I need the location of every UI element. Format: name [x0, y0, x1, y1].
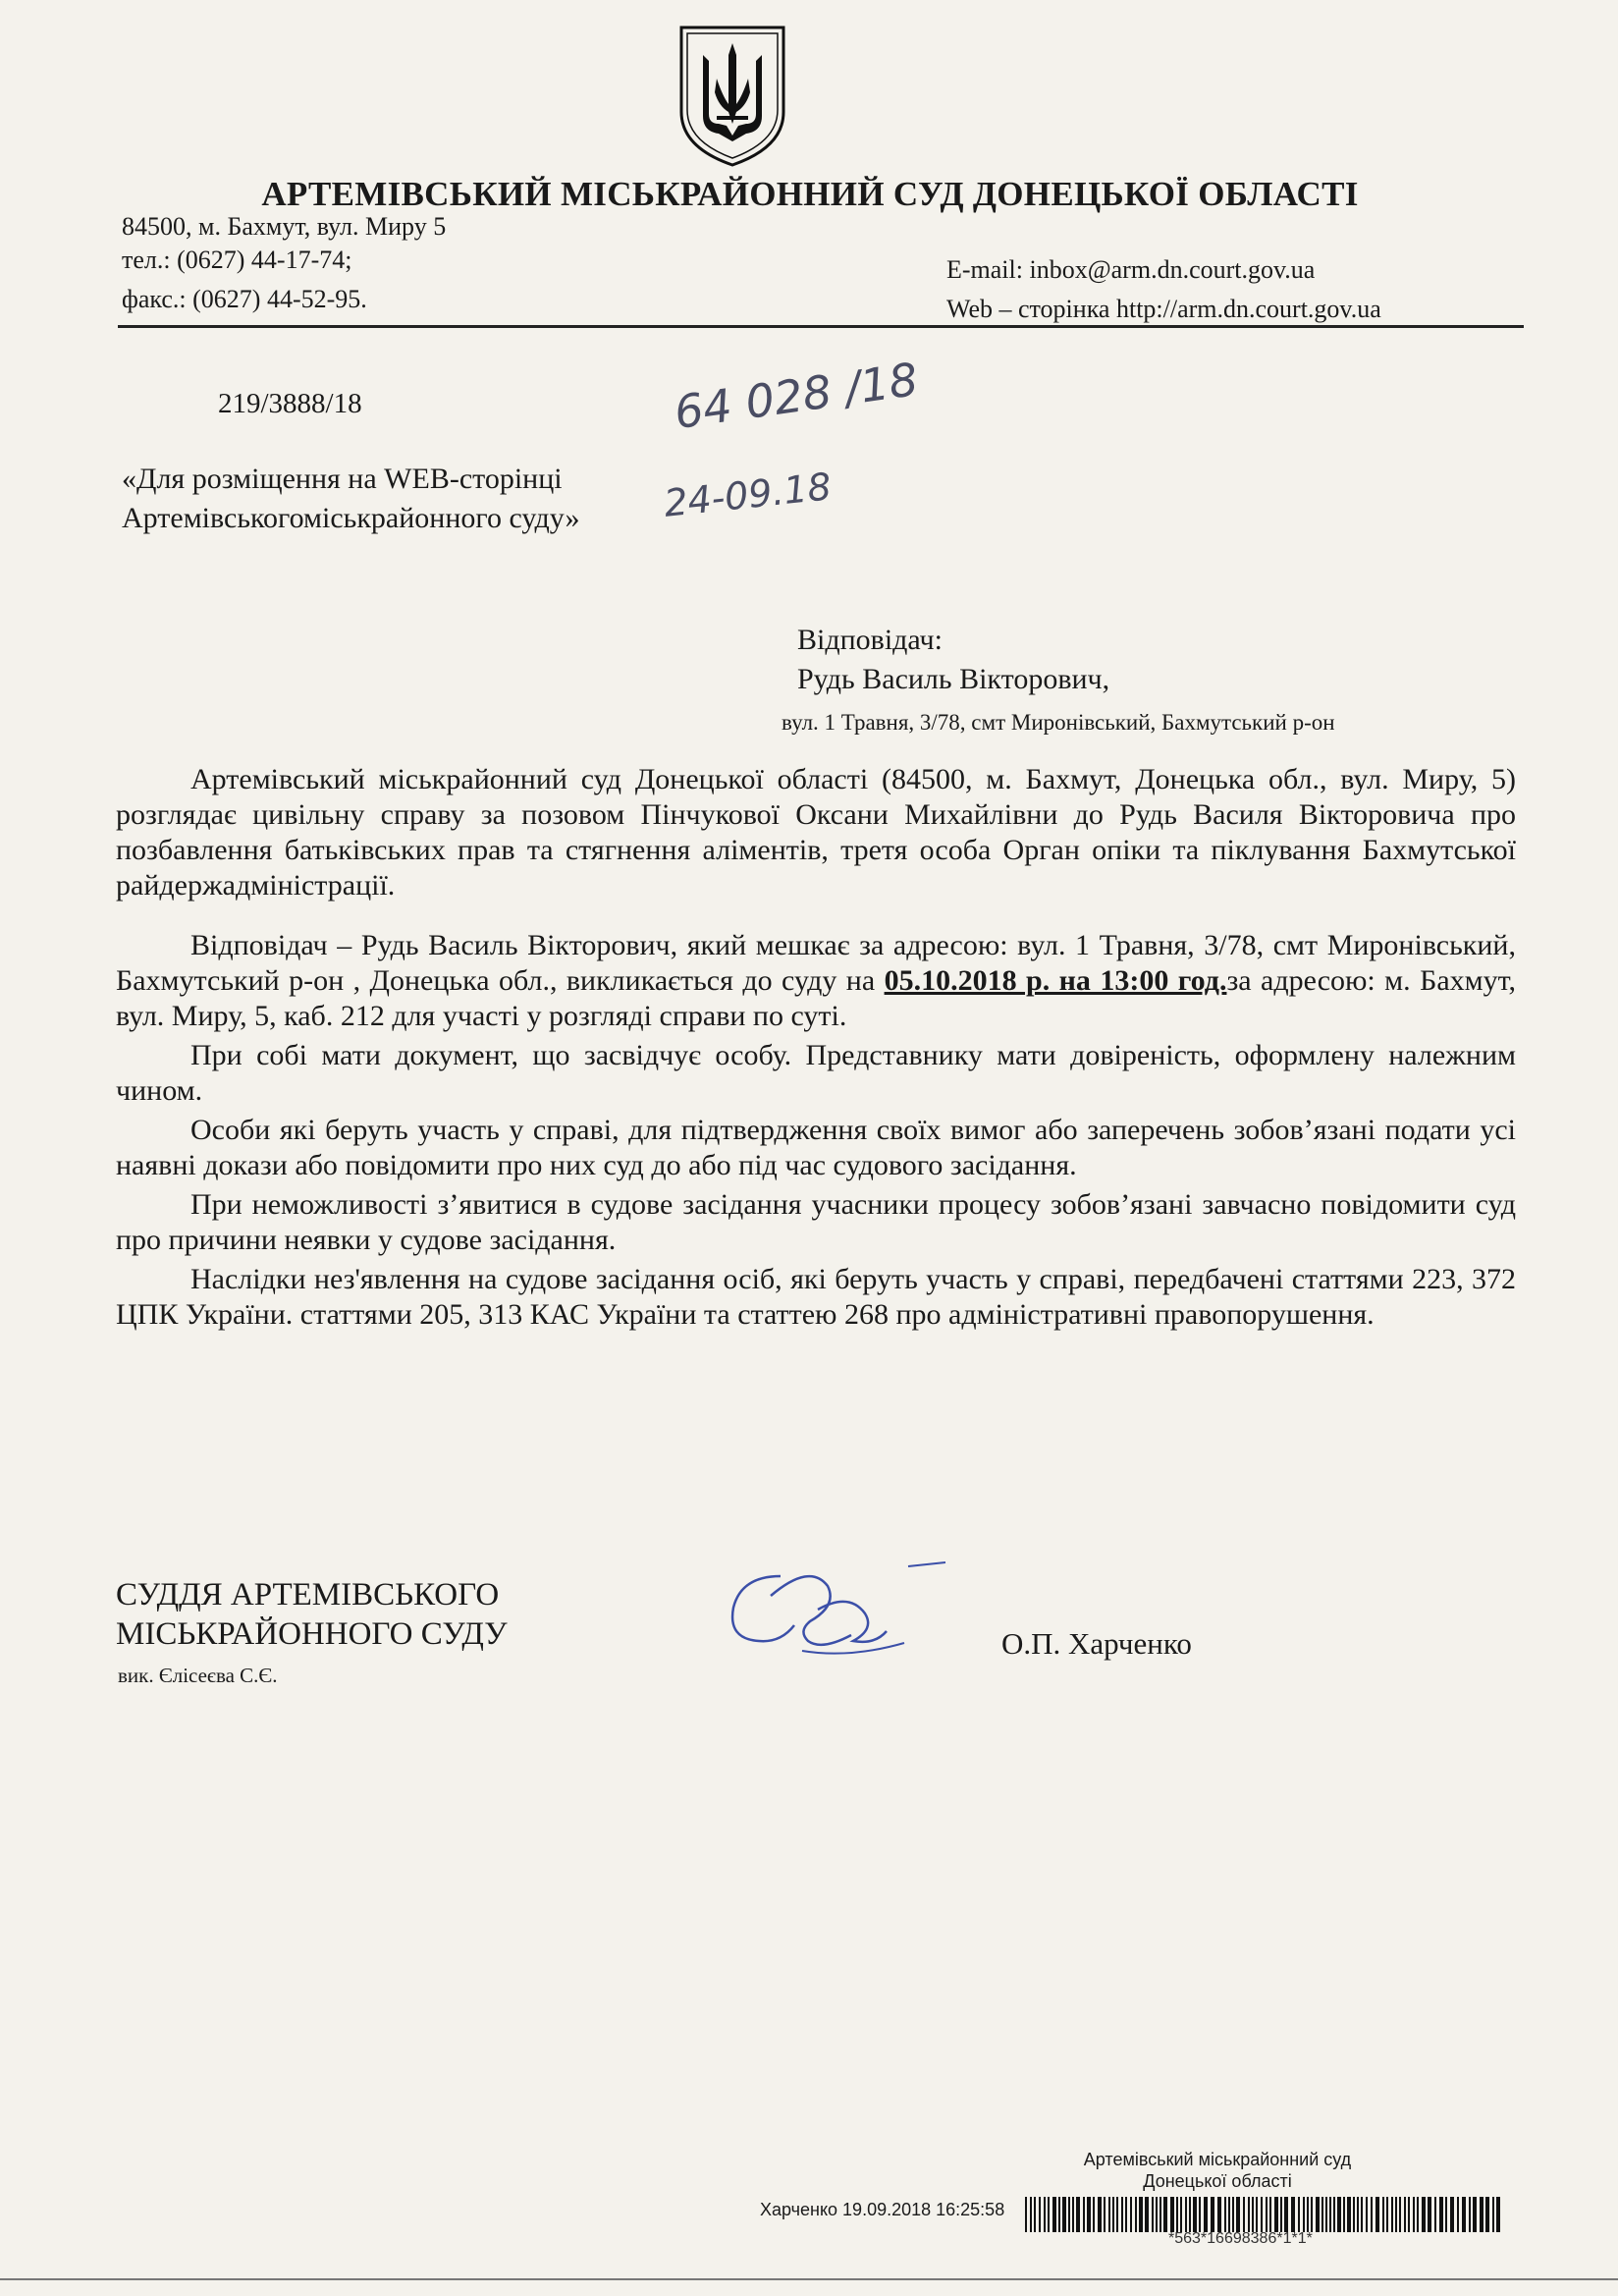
barcode-bar [1193, 2197, 1197, 2232]
barcode-bar [1496, 2197, 1500, 2232]
barcode-bar [1261, 2197, 1263, 2232]
barcode-bar [1434, 2197, 1436, 2232]
barcode-bar [1135, 2197, 1137, 2232]
addressee-name: Рудь Василь Вікторович, [797, 663, 1110, 695]
barcode-bar [1052, 2197, 1056, 2232]
barcode-bar [1291, 2197, 1295, 2232]
barcode-bar [1457, 2197, 1459, 2232]
barcode-bar [1130, 2197, 1132, 2232]
judge-title [116, 1575, 508, 1654]
barcode-bar [1248, 2197, 1250, 2232]
barcode-bar [1152, 2197, 1154, 2232]
web-note-line: «Для розміщення на WEB-сторінці [122, 463, 563, 495]
barcode-bar [1274, 2197, 1278, 2232]
barcode-bar [1307, 2197, 1309, 2232]
barcode-bar [1445, 2197, 1447, 2232]
coat-of-arms-emblem [674, 22, 791, 169]
body-paragraph: Артемівський міськрайонний суд Донецької області (84500, м. Бахмут, Донецька обл., вул. Миру, 5) розглядає цивільну справу за позовом Пінчукової Оксани Михайлівни до Рудь Василя Вікторовича про позбавлення батьківських прав та стягнення аліментів, третя особа Орган опіки та піклування Бахмутської райдержадміністрації. [116, 763, 1516, 902]
hearing-date-time: 05.10.2018 р. на 13:00 год. [884, 964, 1227, 997]
barcode-bar [1104, 2197, 1106, 2232]
barcode-bar [1343, 2197, 1345, 2232]
summons-body [116, 762, 1516, 1333]
barcode-bar [1145, 2197, 1149, 2232]
court-fax: факс.: (0627) 44-52-95. [122, 285, 367, 313]
barcode-bar [1228, 2197, 1230, 2232]
barcode-bar [1439, 2197, 1443, 2232]
barcode-bar [1361, 2197, 1363, 2232]
barcode-bar [1098, 2197, 1102, 2232]
barcode-bar [1062, 2197, 1066, 2232]
barcode-bar [1121, 2197, 1123, 2232]
barcode-bar [1087, 2197, 1091, 2232]
header-divider [118, 325, 1524, 328]
registration-number: 219/3888/18 [218, 388, 362, 419]
body-paragraph: Особи які беруть участь у справі, для підтвердження своїх вимог або заперечень зобов’язані подати усі наявні докази або повідомити про них суд до або під час судового засідання. [116, 1114, 1516, 1181]
court-address: 84500, м. Бахмут, вул. Миру 5 [122, 212, 447, 241]
barcode-bar [1156, 2197, 1158, 2232]
court-name-heading: АРТЕМІВСЬКИЙ МІСЬКРАЙОННИЙ СУД ДОНЕЦЬКОЇ ОБЛАСТІ [261, 175, 1359, 213]
barcode-bar [1473, 2197, 1477, 2232]
barcode-bar [1034, 2197, 1036, 2232]
barcode-bar [1116, 2197, 1118, 2232]
barcode-bar [1125, 2197, 1127, 2232]
barcode-bar [1284, 2197, 1288, 2232]
barcode-bar [1044, 2197, 1046, 2232]
court-email: E-mail: inbox@arm.dn.court.gov.ua [946, 255, 1316, 284]
barcode-bar [1048, 2197, 1050, 2232]
barcode-bar [1217, 2197, 1221, 2232]
barcode-bar [1163, 2197, 1167, 2232]
barcode-bar [1236, 2197, 1240, 2232]
judge-title-line: МІСЬКРАЙОННОГО СУДУ [116, 1616, 508, 1652]
barcode-bar [1386, 2197, 1388, 2232]
barcode-bar [1160, 2197, 1161, 2232]
barcode-bar [1025, 2197, 1027, 2232]
footer-stamp-label [1080, 2149, 1355, 2192]
barcode-bar [1408, 2197, 1410, 2232]
barcode-bar [1492, 2197, 1494, 2232]
barcode-bar [1428, 2197, 1431, 2232]
barcode-bar [1371, 2197, 1373, 2232]
barcode-bar [1224, 2197, 1226, 2232]
barcode-bar [1325, 2197, 1327, 2232]
barcode-bar [1180, 2197, 1182, 2232]
barcode-bar [1399, 2197, 1401, 2232]
barcode-bar [1382, 2197, 1384, 2232]
registration-barcode [1025, 2197, 1506, 2232]
barcode-bar [1112, 2197, 1114, 2232]
barcode-bar [1395, 2197, 1397, 2232]
barcode-bar [1076, 2197, 1080, 2232]
barcode-bar [1176, 2197, 1178, 2232]
web-note-line: Артемівськогоміськрайонного суду» [122, 502, 580, 534]
barcode-bar [1108, 2197, 1110, 2232]
court-phone: тел.: (0627) 44-17-74; [122, 246, 352, 274]
barcode-bar [1333, 2197, 1335, 2232]
barcode-number: *563*16698386*1*1* [1168, 2230, 1313, 2247]
barcode-caption: Харченко 19.09.2018 16:25:58 [760, 2200, 1005, 2219]
barcode-bar [1083, 2197, 1085, 2232]
court-website: Web – сторінка http://arm.dn.court.gov.ua [946, 295, 1381, 323]
barcode-bar [1404, 2197, 1406, 2232]
judge-name: О.П. Харченко [1001, 1626, 1192, 1661]
body-paragraph-hearing [116, 928, 1516, 1034]
barcode-bar [1450, 2197, 1454, 2232]
barcode-bar [1353, 2197, 1355, 2232]
barcode-bar [1211, 2197, 1214, 2232]
barcode-bar [1266, 2197, 1267, 2232]
barcode-bar [1280, 2197, 1282, 2232]
body-paragraph: При неможливості з’явитися в судове засідання учасники процесу зобов’язані завчасно повідомити суд про причини неявки у судове засідання. [116, 1188, 1516, 1256]
barcode-bar [1311, 2197, 1313, 2232]
page-bottom-edge [0, 2278, 1618, 2280]
hearing-text-before: Відповідач – Рудь Василь Вікторович, який мешкає за адресою: вул. 1 Травня, 3/78, смт Миронівський, Бахмутський р-он , Донецька обл., викликається до суду на [116, 929, 1516, 997]
barcode-bar [1252, 2197, 1254, 2232]
barcode-bar [1303, 2197, 1305, 2232]
barcode-bar [1480, 2197, 1483, 2232]
addressee-label: Відповідач: [797, 624, 943, 656]
web-publication-note [122, 460, 580, 538]
barcode-bar [1422, 2197, 1426, 2232]
barcode-bar [1199, 2197, 1201, 2232]
barcode-bar [1269, 2197, 1271, 2232]
judge-title-line: СУДДЯ АРТЕМІВСЬКОГО [116, 1577, 500, 1613]
barcode-bar [1357, 2197, 1359, 2232]
barcode-bar [1413, 2197, 1415, 2232]
barcode-bar [1256, 2197, 1258, 2232]
body-paragraph: При собі мати документ, що засвідчує особу. Представнику мати довіреність, оформлену належним чином. [116, 1039, 1516, 1107]
barcode-bar [1139, 2197, 1143, 2232]
executor-note: вик. Єлісеєва С.Є. [118, 1664, 278, 1687]
handwritten-signature [712, 1557, 947, 1665]
barcode-bar [1232, 2197, 1234, 2232]
barcode-bar [1093, 2197, 1095, 2232]
barcode-bar [1316, 2197, 1320, 2232]
footer-stamp-line: Артемівський міськрайонний суд [1083, 2150, 1352, 2169]
handwritten-incoming-number: 64 028 /18 [671, 352, 922, 440]
barcode-bar [1321, 2197, 1323, 2232]
barcode-bar [1391, 2197, 1393, 2232]
barcode-bar [1485, 2197, 1489, 2232]
barcode-bar [1469, 2197, 1471, 2232]
barcode-bar [1068, 2197, 1070, 2232]
barcode-bar [1039, 2197, 1041, 2232]
barcode-bar [1329, 2197, 1331, 2232]
barcode-bar [1417, 2197, 1419, 2232]
barcode-bar [1058, 2197, 1060, 2232]
body-paragraph: Наслідки нез'явлення на судове засідання осіб, які беруть участь у справі, передбачені статтями 223, 372 ЦПК України. статтями 205, 313 КАС України та статтею 268 про адміністративні правопорушення. [116, 1263, 1516, 1331]
barcode-bar [1185, 2197, 1187, 2232]
barcode-bar [1204, 2197, 1208, 2232]
barcode-bar [1337, 2197, 1341, 2232]
barcode-bar [1189, 2197, 1191, 2232]
barcode-bar [1170, 2197, 1174, 2232]
barcode-bar [1462, 2197, 1466, 2232]
addressee-block [782, 621, 1335, 742]
hearing-text-after: за адресою: м. Бахмут, вул. Миру, 5, каб. 212 для участі у розгляді справи по суті. [116, 964, 1516, 1032]
barcode-bar [1072, 2197, 1074, 2232]
barcode-bar [1347, 2197, 1351, 2232]
footer-stamp-line: Донецької області [1143, 2171, 1292, 2191]
barcode-bar [1030, 2197, 1032, 2232]
barcode-bar [1366, 2197, 1368, 2232]
barcode-bar [1243, 2197, 1245, 2232]
handwritten-incoming-date: 24-09.18 [662, 465, 834, 525]
addressee-address: вул. 1 Травня, 3/78, смт Миронівський, Бахмутський р-он [782, 710, 1335, 735]
barcode-bar [1298, 2197, 1300, 2232]
barcode-bar [1375, 2197, 1379, 2232]
